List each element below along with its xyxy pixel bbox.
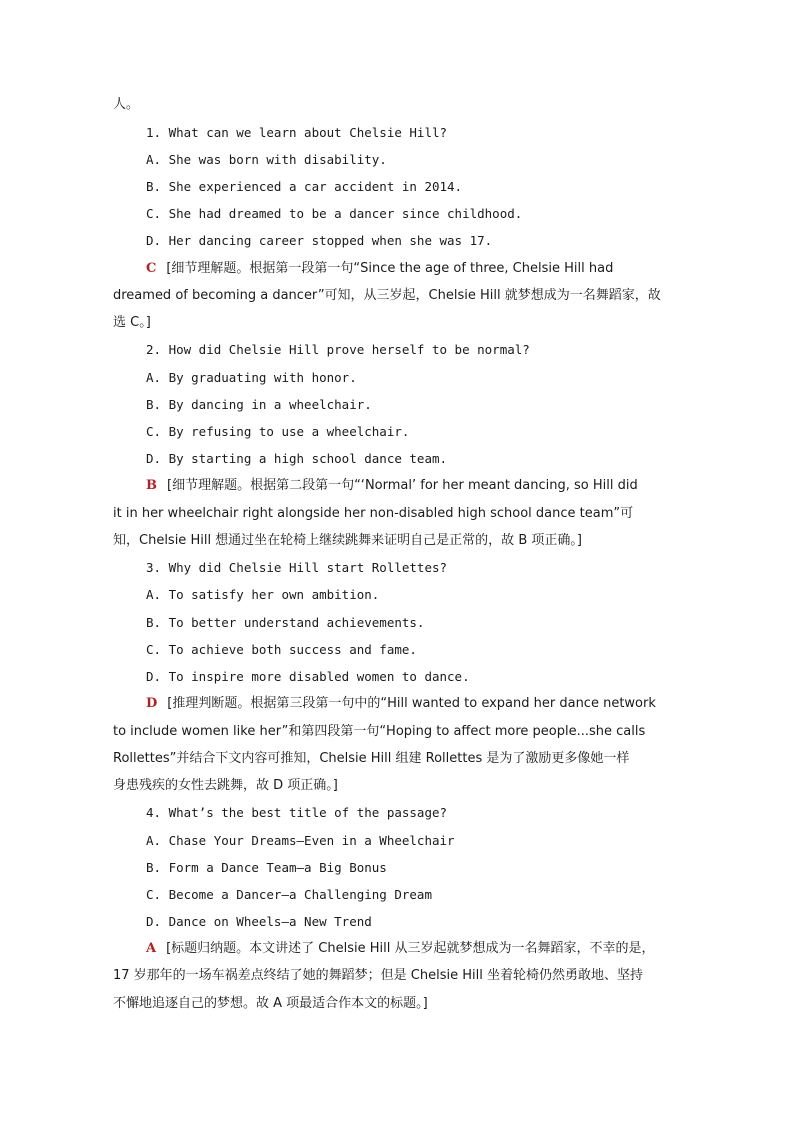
question-4-option-a: A. Chase Your Dreams—Even in a Wheelchair bbox=[146, 833, 455, 848]
question-4-explanation-line-2: 17 岁那年的一场车祸差点终结了她的舞蹈梦；但是 Chelsie Hill 坐着轮椅仍然勇敢地、坚持 bbox=[113, 968, 643, 983]
question-3-option-a: A. To satisfy her own ambition. bbox=[146, 587, 380, 602]
question-4-explanation-line-1 bbox=[146, 940, 654, 958]
question-3-answer: D bbox=[146, 696, 158, 711]
question-1-explanation-line-1 bbox=[146, 260, 613, 278]
question-1-option-b: B. She experienced a car accident in 2014. bbox=[146, 179, 463, 194]
question-1-stem: 1. What can we learn about Chelsie Hill? bbox=[146, 125, 448, 140]
question-4-option-c: C. Become a Dancer—a Challenging Dream bbox=[146, 887, 432, 902]
question-3-option-c: C. To achieve both success and fame. bbox=[146, 642, 417, 657]
question-3-explanation-line-4: 身患残疾的女性去跳舞，故 D 项正确。] bbox=[113, 778, 338, 793]
question-4-answer: A bbox=[146, 941, 157, 956]
question-4-explanation-line-3: 不懈地追逐自己的梦想。故 A 项最适合作本文的标题。] bbox=[113, 996, 428, 1011]
question-2-answer: B bbox=[146, 478, 157, 493]
question-4-option-b: B. Form a Dance Team—a Big Bonus bbox=[146, 860, 387, 875]
question-3-explanation-line-3: Rollettes”并结合下文内容可推知，Chelsie Hill 组建 Rollettes 是为了激励更多像她一样 bbox=[113, 751, 630, 766]
question-3-explanation-line-2: to include women like her”和第四段第一句“Hoping to affect more people...she calls bbox=[113, 724, 646, 739]
explanation-text: [标题归纳题。本文讲述了 Chelsie Hill 从三岁起就梦想成为一名舞蹈家，不幸的是， bbox=[166, 941, 655, 956]
question-4-stem: 4. What’s the best title of the passage? bbox=[146, 805, 448, 820]
explanation-text: [推理判断题。根据第三段第一句中的“Hill wanted to expand her dance network bbox=[167, 696, 656, 711]
explanation-text: [细节理解题。根据第二段第一句“‘Normal’ for her meant dancing, so Hill did bbox=[167, 478, 638, 493]
question-2-explanation-line-3: 知，Chelsie Hill 想通过坐在轮椅上继续跳舞来证明自己是正常的，故 B 项正确。] bbox=[113, 533, 582, 548]
question-2-option-a: A. By graduating with honor. bbox=[146, 370, 357, 385]
question-3-explanation-line-1 bbox=[146, 695, 656, 713]
question-3-option-d: D. To inspire more disabled women to dance. bbox=[146, 669, 470, 684]
question-1-option-c: C. She had dreamed to be a dancer since childhood. bbox=[146, 206, 523, 221]
question-3-option-b: B. To better understand achievements. bbox=[146, 615, 425, 630]
question-2-option-b: B. By dancing in a wheelchair. bbox=[146, 397, 372, 412]
question-1-option-a: A. She was born with disability. bbox=[146, 152, 387, 167]
question-3-stem: 3. Why did Chelsie Hill start Rollettes? bbox=[146, 560, 448, 575]
question-1-explanation-line-2: dreamed of becoming a dancer”可知，从三岁起，Chelsie Hill 就梦想成为一名舞蹈家，故 bbox=[113, 288, 661, 303]
question-1-option-d: D. Her dancing career stopped when she was 17. bbox=[146, 233, 493, 248]
question-4-option-d: D. Dance on Wheels—a New Trend bbox=[146, 914, 372, 929]
intro-tail: 人。 bbox=[113, 97, 140, 112]
question-2-explanation-line-2: it in her wheelchair right alongside her non-disabled high school dance team”可 bbox=[113, 506, 634, 521]
question-2-option-c: C. By refusing to use a wheelchair. bbox=[146, 424, 410, 439]
question-2-stem: 2. How did Chelsie Hill prove herself to be normal? bbox=[146, 342, 530, 357]
explanation-text: [细节理解题。根据第一段第一句“Since the age of three, Chelsie Hill had bbox=[166, 261, 614, 276]
question-2-explanation-line-1 bbox=[146, 477, 638, 495]
question-1-explanation-line-3: 选 C。] bbox=[113, 315, 151, 330]
question-1-answer: C bbox=[146, 261, 157, 276]
question-2-option-d: D. By starting a high school dance team. bbox=[146, 451, 448, 466]
